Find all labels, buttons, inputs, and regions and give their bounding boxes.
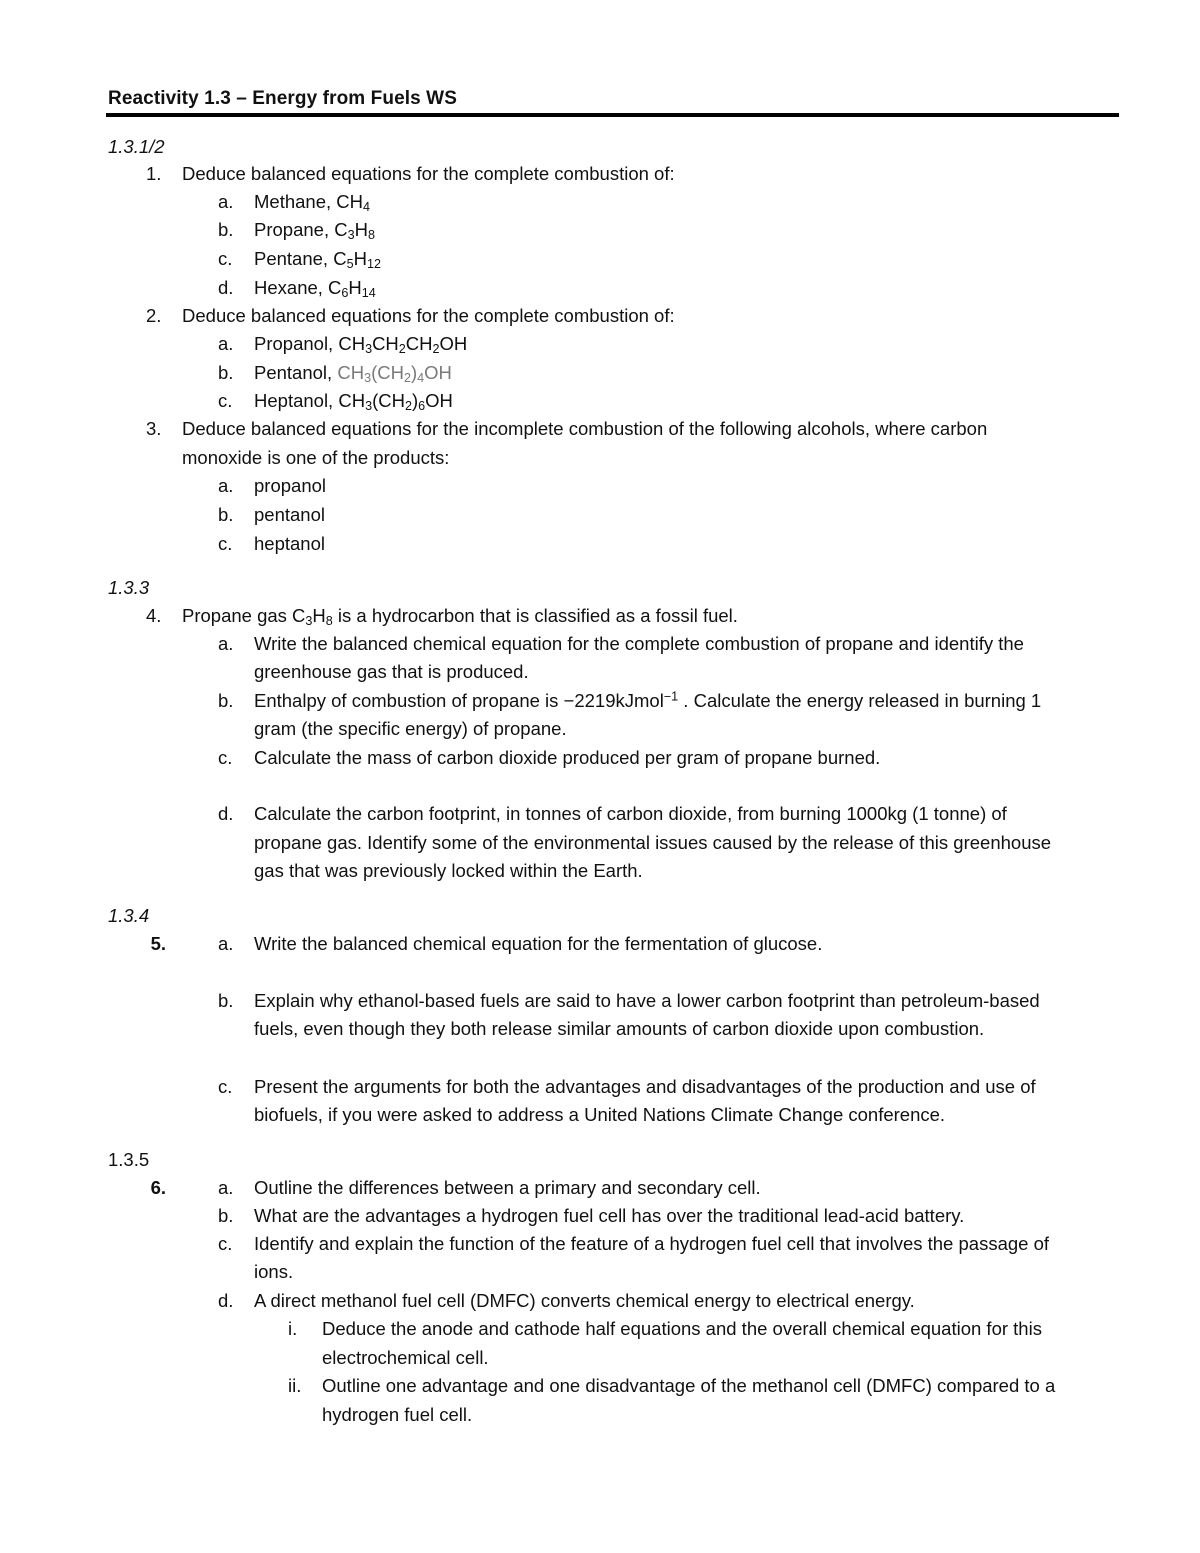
item-letter: d. [218, 803, 234, 824]
item-propanol: Propanol, $CH_3CH_2CH_2OH$ [254, 333, 468, 357]
item-letter: b. [218, 504, 234, 525]
question-number: 6. [150, 1177, 166, 1198]
item-text: Enthalpy of combustion of propane is −2219kJmol$^{-1}$ . Calculate the energy released in burning 1 [254, 689, 1042, 711]
question-number: 4. [146, 605, 162, 626]
item-methane: Methane, $CH_4$ [254, 191, 370, 215]
item-text: Calculate the mass of carbon dioxide produced per gram of propane burned. [254, 747, 881, 768]
item-letter: c. [218, 1233, 233, 1254]
subitem-text: Deduce the anode and cathode half equations and the overall chemical equation for this [322, 1318, 1042, 1339]
item-text-cont: biofuels, if you were asked to address a United Nations Climate Change conference. [254, 1104, 946, 1125]
subitem-text-cont: electrochemical cell. [322, 1347, 489, 1368]
item-propane: Propane, $C_3H_8$ [254, 219, 375, 243]
item-text: Identify and explain the function of the feature of a hydrogen fuel cell that involves the passage of [254, 1233, 1050, 1254]
item-text: pentanol [254, 504, 325, 525]
item-pentanol: Pentanol, $CH_3(CH_2)_4OH$ [254, 362, 452, 386]
worksheet-title: Reactivity 1.3 – Energy from Fuels WS [108, 88, 457, 109]
item-text: Present the arguments for both the advantages and disadvantages of the production and use of [254, 1076, 1036, 1097]
item-text: propanol [254, 475, 327, 496]
section-heading: 1.3.3 [108, 577, 150, 598]
item-text-cont: gram (the specific energy) of propane. [254, 718, 567, 739]
question-text: Deduce balanced equations for the complete combustion of: [182, 163, 675, 184]
subitem-numeral: i. [288, 1318, 298, 1339]
item-letter: b. [218, 990, 234, 1011]
question-number: 2. [146, 305, 162, 326]
item-letter: a. [218, 333, 234, 354]
question-number: 5. [150, 933, 166, 954]
item-letter: c. [218, 248, 233, 269]
section-heading: 1.3.1/2 [108, 136, 165, 157]
item-pentane: Pentane, $C_5H_{12}$ [254, 248, 381, 272]
subitem-text: Outline one advantage and one disadvantage of the methanol cell (DMFC) compared to a [322, 1375, 1056, 1396]
question-number: 1. [146, 163, 162, 184]
question-text-cont: monoxide is one of the products: [182, 447, 450, 468]
item-letter: a. [218, 633, 234, 654]
item-letter: b. [218, 1205, 234, 1226]
item-heptanol: Heptanol, $CH_3(CH_2)_6OH$ [254, 390, 453, 414]
item-text-cont: gas that was previously locked within the Earth. [254, 860, 643, 881]
item-letter: b. [218, 219, 234, 240]
item-text: Calculate the carbon footprint, in tonnes of carbon dioxide, from burning 1000kg (1 tonne) of [254, 803, 1007, 824]
section-heading: 1.3.4 [108, 905, 150, 926]
item-letter: a. [218, 933, 234, 954]
item-text: A direct methanol fuel cell (DMFC) converts chemical energy to electrical energy. [254, 1290, 915, 1311]
item-letter: c. [218, 390, 233, 411]
item-letter: c. [218, 1076, 233, 1097]
item-letter: a. [218, 475, 234, 496]
question-text: Deduce balanced equations for the incomplete combustion of the following alcohols, where carbon [182, 418, 988, 439]
item-text: Write the balanced chemical equation for the fermentation of glucose. [254, 933, 823, 954]
item-text: Explain why ethanol-based fuels are said to have a lower carbon footprint than petroleum-based [254, 990, 1040, 1011]
item-text: What are the advantages a hydrogen fuel cell has over the traditional lead-acid battery. [254, 1205, 965, 1226]
item-text-cont: ions. [254, 1261, 294, 1282]
item-letter: c. [218, 747, 233, 768]
item-text-cont: fuels, even though they both release similar amounts of carbon dioxide upon combustion. [254, 1018, 985, 1039]
item-text: Outline the differences between a primary and secondary cell. [254, 1177, 761, 1198]
item-letter: d. [218, 1290, 234, 1311]
section-heading: 1.3.5 [108, 1149, 150, 1170]
item-text-cont: propane gas. Identify some of the environmental issues caused by the release of this greenhouse [254, 832, 1052, 853]
question-text: Propane gas $C_3H_8$ is a hydrocarbon that is classified as a fossil fuel. [182, 605, 738, 629]
item-text-cont: greenhouse gas that is produced. [254, 661, 529, 682]
question-number: 3. [146, 418, 162, 439]
subitem-text-cont: hydrogen fuel cell. [322, 1404, 473, 1425]
item-text: heptanol [254, 533, 325, 554]
subitem-numeral: ii. [288, 1375, 302, 1396]
question-text: Deduce balanced equations for the complete combustion of: [182, 305, 675, 326]
item-letter: d. [218, 277, 234, 298]
item-letter: a. [218, 1177, 234, 1198]
item-hexane: Hexane, $C_6H_{14}$ [254, 277, 376, 301]
item-letter: b. [218, 362, 234, 383]
item-text: Write the balanced chemical equation for the complete combustion of propane and identify the [254, 633, 1024, 654]
item-letter: a. [218, 191, 234, 212]
title-underline [106, 113, 1119, 117]
item-letter: b. [218, 690, 234, 711]
item-letter: c. [218, 533, 233, 554]
